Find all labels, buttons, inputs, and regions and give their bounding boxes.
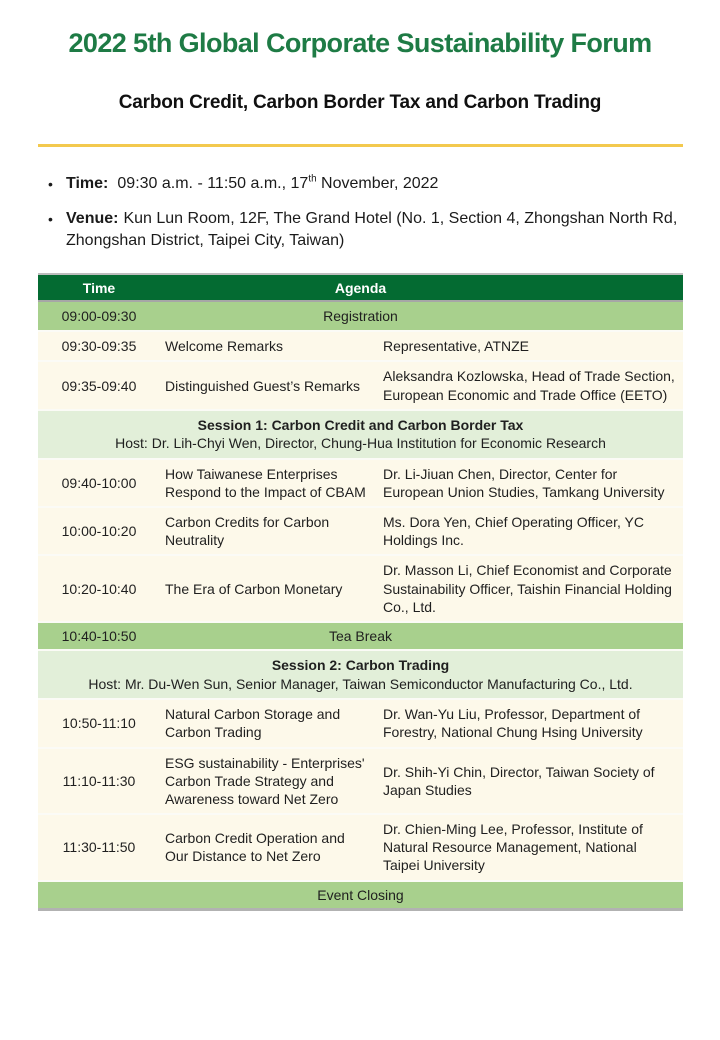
table-row-cbam-impact bbox=[38, 458, 683, 506]
speaker-cell: Dr. Masson Li, Chief Economist and Corporate Sustainability Officer, Taishin Financial Holding Co., Ltd. bbox=[383, 562, 672, 615]
table-row-event-closing bbox=[38, 880, 683, 908]
page-title: 2022 5th Global Corporate Sustainability Forum bbox=[68, 28, 652, 58]
agenda-header-row bbox=[38, 275, 683, 302]
event-details bbox=[0, 173, 720, 252]
session-host: Host: Mr. Du-Wen Sun, Senior Manager, Taiwan Semiconductor Manufacturing Co., Ltd. bbox=[88, 675, 633, 692]
time-value-main: 09:30 a.m. - 11:50 a.m., 17 bbox=[117, 175, 309, 192]
table-row-session-2 bbox=[38, 649, 683, 698]
session-host: Host: Dr. Lih-Chyi Wen, Director, Chung-Hua Institution for Economic Research bbox=[115, 435, 606, 452]
speaker-cell: Representative, ATNZE bbox=[383, 338, 530, 355]
page-subtitle: Carbon Credit, Carbon Border Tax and Carbon Trading bbox=[118, 92, 602, 113]
time-value-ordinal: th bbox=[308, 173, 317, 185]
table-row-carbon-credits bbox=[38, 506, 683, 554]
time-label: Time: bbox=[66, 175, 109, 192]
time-detail bbox=[38, 173, 720, 195]
table-row-carbon-credit-operation bbox=[38, 813, 683, 880]
venue-detail-text bbox=[66, 208, 686, 252]
table-row-welcome-remarks bbox=[38, 330, 683, 360]
speaker-cell: Ms. Dora Yen, Chief Operating Officer, YC Holdings Inc. bbox=[383, 514, 644, 549]
session-title: Session 1: Carbon Credit and Carbon Border Tax bbox=[197, 416, 524, 433]
topic-cell: Carbon Credit Operation and Our Distance to Net Zero bbox=[165, 830, 345, 865]
gold-divider bbox=[38, 144, 683, 147]
venue-label: Venue: bbox=[66, 210, 119, 228]
topic-cell: How Taiwanese Enterprises Respond to the Impact of CBAM bbox=[165, 465, 366, 500]
break-label: Tea Break bbox=[328, 628, 393, 645]
speaker-cell: Dr. Chien-Ming Lee, Professor, Institute of Natural Resource Management, National Taipei University bbox=[383, 821, 643, 874]
table-row-natural-carbon-storage bbox=[38, 698, 683, 746]
table-row-carbon-monetary bbox=[38, 554, 683, 621]
bullet-icon: • bbox=[48, 211, 53, 228]
session-title: Session 2: Carbon Trading bbox=[271, 657, 450, 674]
time-cell: 10:00-10:20 bbox=[61, 523, 137, 540]
time-value-rest: November, 2022 bbox=[316, 175, 439, 192]
break-label: Registration bbox=[323, 308, 398, 325]
time-cell: 10:40-10:50 bbox=[61, 628, 137, 645]
agenda-table bbox=[38, 273, 683, 911]
time-cell: 09:35-09:40 bbox=[61, 377, 137, 394]
topic-cell: Carbon Credits for Carbon Neutrality bbox=[165, 514, 330, 549]
topic-cell: Natural Carbon Storage and Carbon Trading bbox=[165, 706, 341, 741]
time-column-header: Time bbox=[82, 279, 116, 296]
time-cell: 09:30-09:35 bbox=[61, 338, 137, 355]
time-cell: 11:10-11:30 bbox=[62, 772, 136, 789]
speaker-cell: Dr. Wan-Yu Liu, Professor, Department of Forestry, National Chung Hsing University bbox=[383, 706, 643, 741]
topic-cell: ESG sustainability - Enterprises' Carbon Trade Strategy and Awareness toward Net Zero bbox=[165, 754, 365, 807]
speaker-cell: Aleksandra Kozlowska, Head of Trade Section, European Economic and Trade Office (EETO) bbox=[383, 368, 675, 403]
time-cell: 10:50-11:10 bbox=[62, 715, 136, 732]
time-cell: 09:00-09:30 bbox=[61, 308, 137, 325]
table-row-esg-sustainability bbox=[38, 747, 683, 814]
topic-cell: Distinguished Guest’s Remarks bbox=[165, 377, 361, 394]
venue-value: Kun Lun Room, 12F, The Grand Hotel (No. 1, Section 4, Zhongshan North Rd, Zhongshan District, Taipei City, Taiwan) bbox=[66, 210, 678, 250]
speaker-cell: Dr. Shih-Yi Chin, Director, Taiwan Society of Japan Studies bbox=[383, 763, 655, 798]
speaker-cell: Dr. Li-Jiuan Chen, Director, Center for European Union Studies, Tamkang University bbox=[383, 465, 665, 500]
topic-cell: The Era of Carbon Monetary bbox=[165, 580, 343, 597]
table-row-session-1 bbox=[38, 409, 683, 458]
time-cell: 09:40-10:00 bbox=[61, 474, 137, 491]
agenda-column-header: Agenda bbox=[334, 279, 387, 296]
time-value bbox=[117, 175, 438, 192]
time-detail-text bbox=[66, 173, 438, 195]
topic-cell: Welcome Remarks bbox=[165, 338, 283, 355]
table-row-registration bbox=[38, 302, 683, 330]
time-cell: 11:30-11:50 bbox=[62, 839, 136, 856]
time-cell: 10:20-10:40 bbox=[61, 580, 137, 597]
venue-detail bbox=[38, 208, 720, 252]
table-row-distinguished-guest bbox=[38, 360, 683, 408]
bullet-icon: • bbox=[48, 176, 53, 192]
table-row-tea-break bbox=[38, 621, 683, 649]
break-label: Event Closing bbox=[317, 886, 404, 903]
